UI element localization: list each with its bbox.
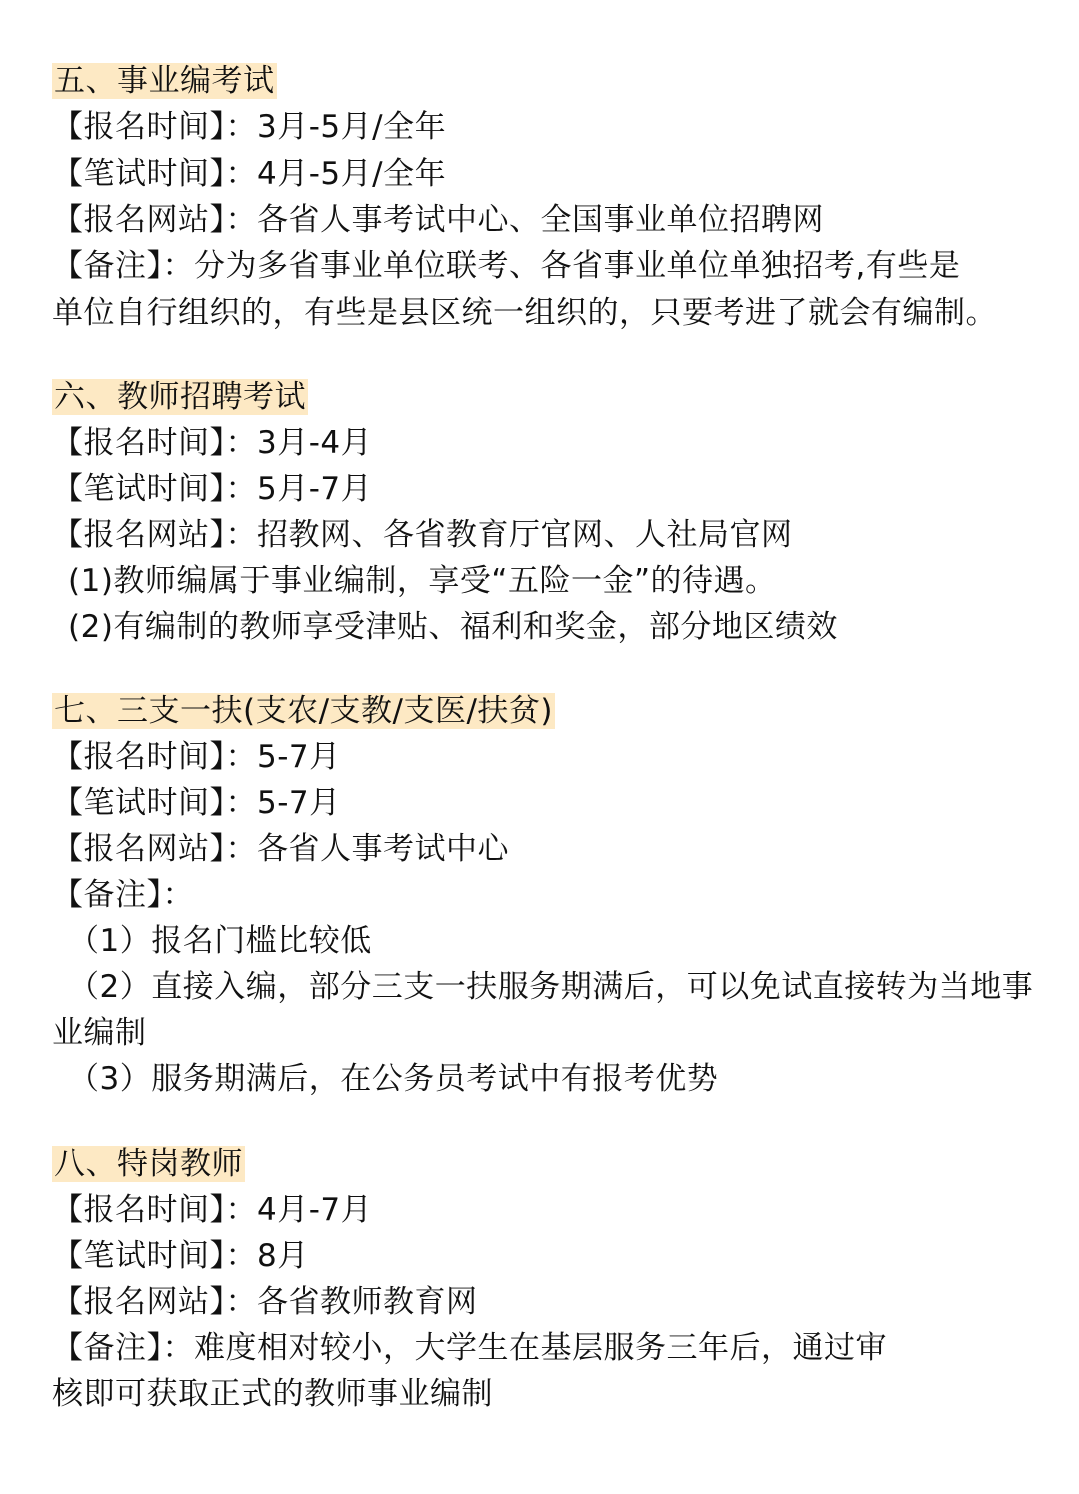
text-line: 【笔试时间】：5-7月: [52, 785, 341, 821]
text-line: 【报名网站】：招教网、各省教育厅官网、人社局官网: [52, 517, 793, 553]
text-line: (1)教师编属于事业编制，享受“五险一金”的待遇。: [68, 563, 777, 599]
text-line: 【报名时间】：3月-5月/全年: [52, 109, 447, 145]
text-line: 【报名时间】：5-7月: [52, 739, 341, 775]
text-line: (2)有编制的教师享受津贴、福利和奖金，部分地区绩效: [68, 609, 838, 645]
text-line: 核即可获取正式的教师事业编制: [52, 1376, 493, 1412]
text-line: 【备注】：难度相对较小，大学生在基层服务三年后，通过审: [52, 1330, 887, 1366]
section-heading: 七、三支一扶(支农/支教/支医/扶贫): [54, 693, 554, 729]
text-line: （1）报名门槛比较低: [68, 923, 372, 959]
section-heading: 八、特岗教师: [54, 1146, 243, 1182]
text-line: 【笔试时间】：8月: [52, 1238, 309, 1274]
text-line: 【笔试时间】：4月-5月/全年: [52, 156, 447, 192]
text-line: 【报名网站】：各省教师教育网: [52, 1284, 478, 1320]
text-line: 【报名网站】：各省人事考试中心: [52, 831, 509, 867]
text-line: 业编制: [52, 1015, 147, 1051]
text-line: 【笔试时间】：5月-7月: [52, 471, 373, 507]
text-line: 【报名时间】：3月-4月: [52, 425, 373, 461]
text-line: 【备注】：: [52, 877, 194, 913]
section-heading: 五、事业编考试: [54, 63, 275, 99]
text-line: 【备注】：分为多省事业单位联考、各省事业单位单独招考,有些是: [52, 248, 961, 284]
text-line: 【报名网站】：各省人事考试中心、全国事业单位招聘网: [52, 202, 824, 238]
text-line: 单位自行组织的，有些是县区统一组织的，只要考进了就会有编制。: [52, 295, 997, 331]
text-line: 【报名时间】：4月-7月: [52, 1192, 373, 1228]
text-line: （2）直接入编，部分三支一扶服务期满后，可以免试直接转为当地事: [68, 969, 1034, 1005]
text-line: （3）服务期满后，在公务员考试中有报考优势: [68, 1061, 719, 1097]
section-heading: 六、教师招聘考试: [54, 379, 306, 415]
